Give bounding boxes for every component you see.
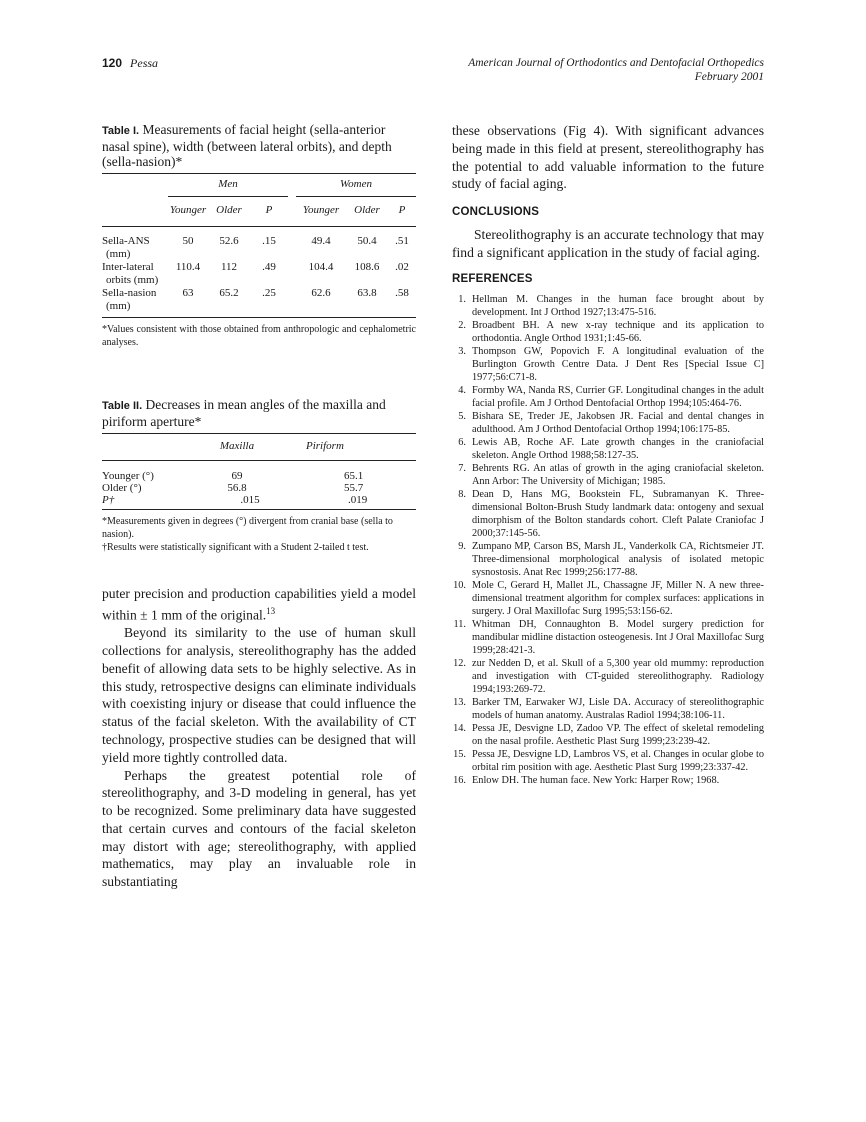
cell: 110.4 (175, 261, 201, 273)
table1 (102, 173, 416, 318)
cell: 104.4 (308, 261, 334, 273)
reference-list (452, 293, 764, 787)
table-row (102, 461, 416, 483)
table2-label: Table II. (102, 400, 143, 412)
running-header-right (434, 56, 764, 84)
table2-footnote-2: †Results were statistically significant with a Student 2-tailed t test. (102, 542, 369, 553)
table1-label: Table I. (102, 125, 140, 137)
cell: .15 (262, 235, 276, 247)
citation-ref: 13 (266, 605, 276, 616)
reference-item: 16. Enlow DH. The human face. New York: Harper Row; 1968. (453, 774, 720, 786)
cell: .019 (348, 494, 368, 506)
table2-col-piriform: Piriform (306, 440, 344, 452)
reference-item: 2. Broadbent BH. A new x-ray technique and its application to orthodontia. Angle Orthod 1931;1:45-66. (458, 319, 764, 344)
reference-item: 10. Mole C, Gerard H, Mallet JL, Chassagne JF, Miller N. A new three-dimensional treatment algorithm for complex surfaces: applications in surgery. J Oral Maxillofac Surg 1995;53:156-62. (453, 579, 764, 617)
table2-footnote-1: *Measurements given in degrees (°) divergent from cranial base (sella to nasion). (102, 516, 393, 540)
cell: 62.6 (311, 287, 331, 299)
body-paragraph: these observations (Fig 4). With significant advances being made in this field at present, stereolithography has the potential to add valuable information to the future study of facial aging. (452, 123, 764, 192)
table2-caption-text: Decreases in mean angles of the maxilla and piriform aperture* (102, 397, 386, 429)
reference-item: 7. Behrents RG. An atlas of growth in the aging craniofacial skeleton. Ann Arbor: The University of Michigan; 1985. (458, 462, 764, 487)
body-paragraph: Beyond its similarity to the use of human skull collections for analysis, stereolithography has the added benefit of allowing data sets to be highly selective. As in this study, retrospective designs can eliminate individuals with coexisting injury or disease that could influence the status of the facial skeleton. With the availability of CT technology, prospective studies can be designed that will yield more tightly controlled data. (102, 625, 416, 765)
cell: 56.8 (227, 482, 247, 494)
cell: 108.6 (354, 261, 380, 273)
reference-item: 9. Zumpano MP, Carson BS, Marsh JL, Vanderkolk CA, Richtsmeier JT. Three-dimensional morphological analysis of isolated metopic sysnostosis. Anat Rec 1999;256:177-88. (458, 540, 764, 578)
table1-col-older-men: Older (216, 204, 242, 216)
table1-group-women: Women (296, 174, 416, 197)
body-paragraph: Perhaps the greatest potential role of stereolithography, and 3-D modeling in general, has yet to be recognized. Some preliminary data have suggested that certain curves and contours of the facial skeleton may distort with age; stereolithography, with applied mathematics, may play an invaluable role in substantiating (102, 767, 416, 890)
cell: .58 (395, 287, 409, 299)
cell: .25 (262, 287, 276, 299)
table-row (102, 482, 416, 494)
table2 (102, 433, 416, 510)
table1-footnote: *Values consistent with those obtained from anthropologic and cephalometric analyses. (102, 324, 416, 348)
left-column (102, 122, 416, 891)
issue-date: February 2001 (694, 71, 764, 83)
reference-item: 1. Hellman M. Changes in the human face brought about by development. Int J Orthod 1927;13:475-516. (458, 293, 764, 318)
right-column (452, 122, 764, 787)
table2-col-maxilla: Maxilla (219, 440, 255, 452)
cell: 65.1 (344, 470, 364, 482)
row-unit: (mm) (106, 300, 131, 312)
table1-col-younger-men: Younger (169, 204, 207, 216)
table-row (102, 261, 416, 287)
cell: 112 (220, 261, 238, 273)
table-row (102, 227, 416, 262)
row-unit: (mm) (106, 248, 131, 260)
cell: 63 (182, 287, 194, 299)
cell: 65.2 (219, 287, 239, 299)
table1-caption (102, 122, 416, 169)
cell: .51 (395, 235, 409, 247)
body-paragraph: puter precision and production capabilities yield a model within ± 1 mm of the original. (102, 586, 416, 623)
cell: 50 (182, 235, 194, 247)
table1-col-older-women: Older (354, 204, 380, 216)
reference-item: 14. Pessa JE, Desvigne LD, Zadoo VP. The effect of skeletal remodeling on the nasal profile. Aesthetic Plast Surg 1999;23:239-42. (453, 722, 764, 747)
references-heading: REFERENCES (452, 272, 533, 285)
conclusions-heading: CONCLUSIONS (452, 206, 540, 219)
row-unit: orbits (mm) (106, 274, 159, 286)
row-label: Younger (°) (102, 470, 154, 482)
reference-item: 15. Pessa JE, Desvigne LD, Lambros VS, et al. Changes in ocular globe to orbital rim position with age. Aesthetic Plast Surg 1999;23:337-42. (453, 748, 764, 773)
page-number: 120 (102, 56, 123, 70)
running-header-left (102, 56, 158, 71)
row-label: Inter-lateral (102, 261, 154, 273)
left-body-text (102, 585, 416, 891)
journal-name: American Journal of Orthodontics and Dentofacial Orthopedics (468, 57, 764, 69)
reference-item: 8. Dean D, Hans MG, Bookstein FL, Subramanyan K. Three-dimensional Bolton-Brush Study landmark data: ontogeny and sexual dimorphism of the Bolton standards cohort. Cleft Palate Craniofac J 2000;37:145-56. (458, 488, 764, 539)
cell: .015 (240, 494, 260, 506)
reference-item: 4. Formby WA, Nanda RS, Currier GF. Longitudinal changes in the adult facial profile. Am J Orthod Dentofacial Orthop 1994;105:464-76. (458, 384, 764, 409)
cell: .02 (395, 261, 409, 273)
table2-caption (102, 397, 416, 429)
table1-caption-text: Measurements of facial height (sella-anterior nasal spine), width (between lateral orbits), and depth (sella-nasion)* (102, 122, 392, 169)
table1-col-p-women: P (398, 204, 406, 216)
cell: .49 (262, 261, 276, 273)
table1-group-men: Men (168, 174, 288, 197)
cell: 49.4 (311, 235, 331, 247)
table1-col-p-men: P (265, 204, 273, 216)
reference-item: 13. Barker TM, Earwaker WJ, Lisle DA. Accuracy of stereolithographic models of human anatomy. Australas Radiol 1994;38:106-11. (453, 696, 764, 721)
cell: 50.4 (357, 235, 377, 247)
cell: 69 (231, 470, 243, 482)
reference-item: 12. zur Nedden D, et al. Skull of a 5,300 year old mummy: reproduction and investigation with CT-guided stereolithography. Radiology 1994;193:269-72. (453, 657, 764, 695)
reference-item: 6. Lewis AB, Roche AF. Late growth changes in the craniofacial skeleton. Angle Orthod 1988;58:127-35. (458, 436, 764, 461)
conclusions-text: Stereolithography is an accurate technology that may find a significant application in the study of facial aging. (452, 227, 764, 260)
reference-item: 3. Thompson GW, Popovich F. A longitudinal evaluation of the Burlington Growth Centre Data. J Dent Res [Special Issue C] 1977;56:C71-8. (458, 345, 764, 383)
table1-col-younger-women: Younger (302, 204, 340, 216)
cell: 63.8 (357, 287, 377, 299)
row-label: Sella-ANS (102, 235, 150, 247)
row-label: Sella-nasion (102, 287, 157, 299)
reference-item: 11. Whitman DH, Connaughton B. Model surgery prediction for mandibular midline distaction osteogenesis. Int J Oral Maxillofac Surg 1999;28:421-3. (453, 618, 764, 656)
table-row (102, 494, 416, 510)
table-row (102, 287, 416, 318)
cell: 52.6 (219, 235, 239, 247)
running-author: Pessa (130, 56, 159, 70)
cell: 55.7 (344, 482, 364, 494)
row-label: Older (°) (102, 482, 142, 494)
row-label: P† (102, 494, 115, 506)
reference-item: 5. Bishara SE, Treder JE, Jakobsen JR. Facial and dental changes in adulthood. Am J Orthod Dentofacial Orthop 1994;106:175-85. (458, 410, 764, 435)
